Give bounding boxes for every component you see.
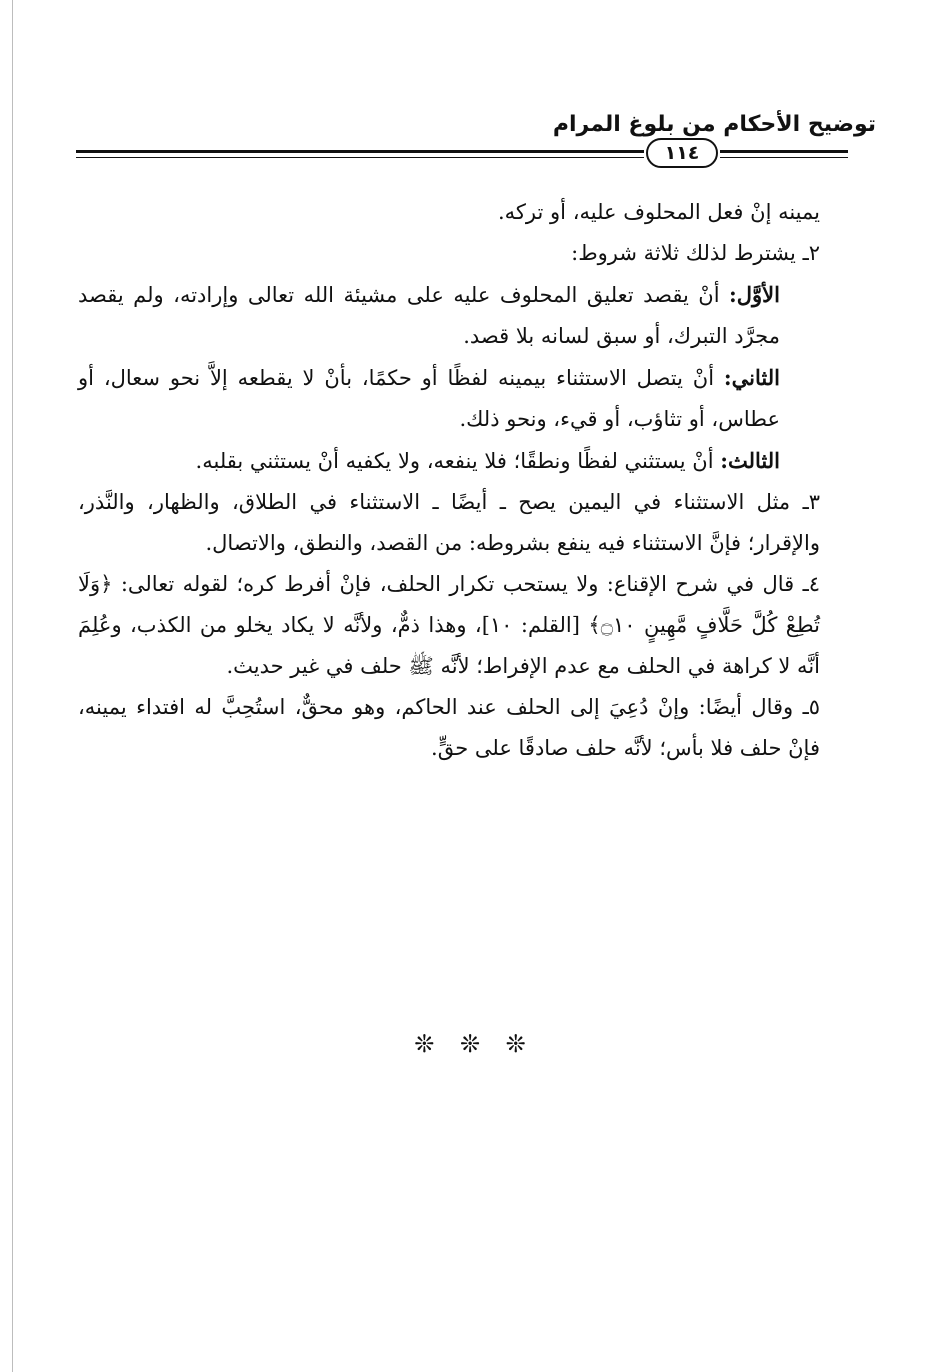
paragraph-text: أنْ يتصل الاستثناء بيمينه لفظًا أو حكمًا، بأنْ لا يقطعه إلاَّ نحو سعال، أو عطاس، أو تثاؤب، أو قيء، ونحو ذلك. bbox=[78, 366, 780, 431]
paragraph-item-2 bbox=[78, 233, 820, 274]
paragraph-text: ٥ـ وقال أيضًا: وإنْ دُعِيَ إلى الحلف عند الحاكم، وهو محقٌّ، استُحِبَّ له افتداء يمينه، فإنْ حلف فلا بأس؛ لأنَّه حلف صادقًا على حقٍّ. bbox=[78, 695, 820, 760]
paragraph-item-5 bbox=[78, 687, 820, 769]
scan-edge-line bbox=[12, 0, 13, 1372]
condition-label: الثالث: bbox=[720, 448, 780, 473]
page-number: ١١٤ bbox=[646, 138, 718, 168]
condition-third bbox=[78, 440, 820, 482]
paragraph-continuation bbox=[78, 192, 820, 233]
page-body bbox=[78, 192, 820, 769]
paragraph-item-3 bbox=[78, 482, 820, 564]
condition-second bbox=[78, 357, 820, 440]
paragraph-item-4 bbox=[78, 564, 820, 687]
paragraph-text: ٣ـ مثل الاستثناء في اليمين يصح ـ أيضًا ـ الاستثناء في الطلاق، والظهار، والنَّذر، والإقرار؛ فإنَّ الاستثناء فيه ينفع بشروطه: من القصد، والنطق، والاتصال. bbox=[78, 490, 820, 555]
paragraph-text: ٤ـ قال في شرح الإقناع: ولا يستحب تكرار الحلف، فإنْ أفرط كره؛ لقوله تعالى: ﴿وَلَا تُطِعْ كُلَّ حَلَّافٍ مَّهِينٍ ۝١٠﴾ [القلم: ١٠]، وهذا ذمٌّ، ولأنَّه لا يكاد يخلو من الكذب، وعُلِمَ أنَّه لا كراهة في الحلف مع عدم الإفراط؛ لأنَّه ﷺ حلف في غير حديث. bbox=[78, 572, 820, 678]
paragraph-text: ٢ـ يشترط لذلك ثلاثة شروط: bbox=[571, 241, 820, 265]
paragraph-text: أنْ يقصد تعليق المحلوف عليه على مشيئة الله تعالى وإرادته، ولم يقصد مجرَّد التبرك، أو سبق لسانه بلا قصد. bbox=[78, 283, 780, 348]
header-rule-left-thin bbox=[76, 157, 644, 158]
header-rule-right bbox=[720, 150, 848, 153]
condition-label: الثاني: bbox=[723, 365, 780, 390]
condition-label: الأوَّل: bbox=[729, 282, 780, 307]
paragraph-text: أنْ يستثني لفظًا ونطقًا؛ فلا ينفعه، ولا يكفيه أنْ يستثني بقلبه. bbox=[195, 449, 721, 473]
header-rule-left bbox=[76, 150, 644, 153]
paragraph-text: يمينه إنْ فعل المحلوف عليه، أو تركه. bbox=[498, 200, 820, 224]
section-end-stars: ❊ ❊ ❊ bbox=[414, 1030, 526, 1058]
condition-first bbox=[78, 274, 820, 357]
header-rule-right-thin bbox=[720, 157, 848, 158]
book-title: توضيح الأحكام من بلوغ المرام bbox=[552, 112, 876, 137]
